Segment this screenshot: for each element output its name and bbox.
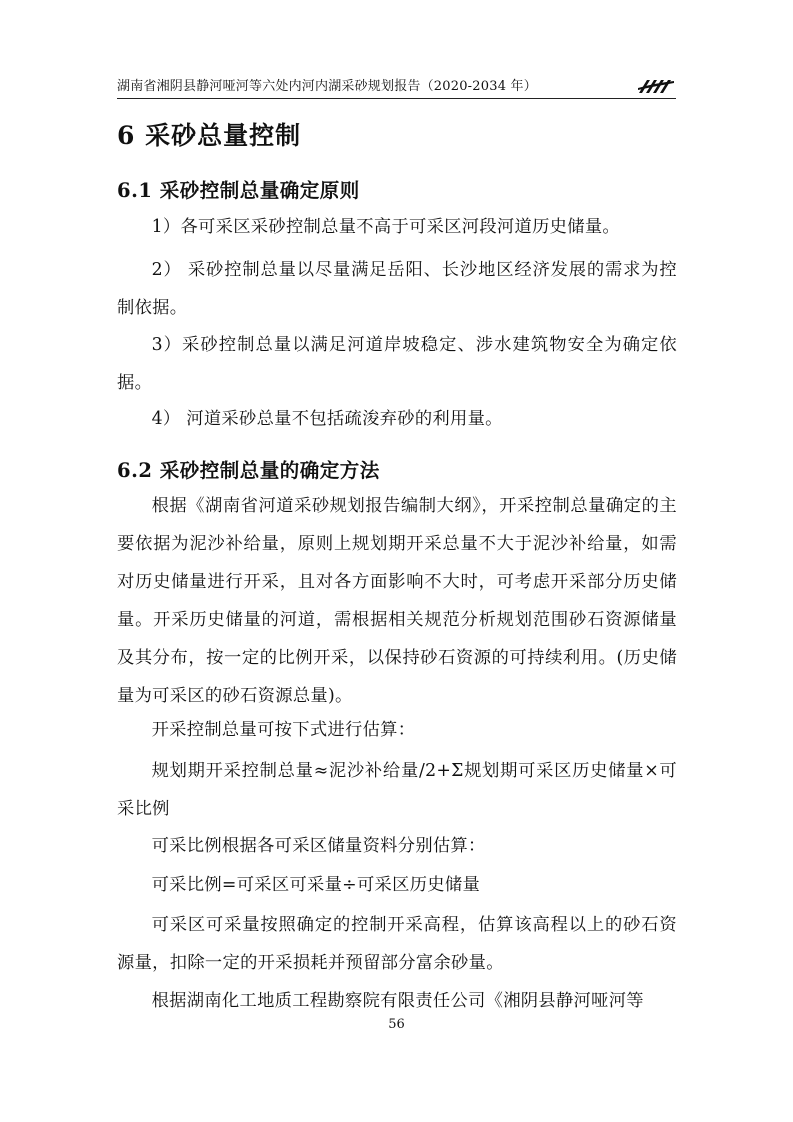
subsection-heading-6-1: 6.1 采砂控制总量确定原则 [117, 179, 360, 202]
principle-item-4: 4） 河道采砂总量不包括疏浚弃砂的利用量。 [151, 409, 503, 429]
method-paragraph-5: 根据湖南化工地质工程勘察院有限责任公司《湘阴县静河哑河等 [151, 991, 644, 1011]
method-paragraph-1: 根据《湖南省河道采砂规划报告编制大纲》，开采控制总量确定的主要依据为泥沙补给量，原则上规划期开采总量不大于泥沙补给量，如需对历史储量进行开采，且对各方面影响不大时，可考虑开采部分历史储量。开采历史储量的河道，需根据相关规范分析规划范围砂石资源储量及其分布，按一定的比例开采，以保持砂石资源的可持续利用。(历史储量为可采区的砂石资源总量)。 [117, 496, 677, 706]
company-logo-icon [636, 77, 676, 95]
method-formula-1: 规划期开采控制总量≈泥沙补给量/2+Σ规划期可采区历史储量×可采比例 [117, 761, 677, 819]
principle-item-2: 2） 采砂控制总量以尽量满足岳阳、长沙地区经济发展的需求为控制依据。 [117, 260, 677, 318]
subsection-heading-6-2: 6.2 采砂控制总量的确定方法 [117, 459, 380, 482]
header-title: 湖南省湘阴县静河哑河等六处内河内湖采砂规划报告（2020-2034 年） [117, 79, 537, 94]
method-paragraph-4: 可采区可采量按照确定的控制开采高程，估算该高程以上的砂石资源量，扣除一定的开采损耗并预留部分富余砂量。 [117, 915, 677, 973]
principle-item-1: 1）各可采区采砂控制总量不高于可采区河段河道历史储量。 [151, 217, 621, 237]
method-formula-2: 可采比例=可采区可采量÷可采区历史储量 [151, 875, 481, 895]
page-number: 56 [388, 1017, 405, 1032]
section-heading: 6 采砂总量控制 [117, 121, 302, 150]
method-paragraph-3: 可采比例根据各可采区储量资料分别估算： [151, 836, 486, 856]
principle-item-3: 3）采砂控制总量以满足河道岸坡稳定、涉水建筑物安全为确定依据。 [117, 335, 677, 393]
page-header [117, 72, 676, 99]
method-paragraph-2: 开采控制总量可按下式进行估算： [151, 720, 416, 740]
